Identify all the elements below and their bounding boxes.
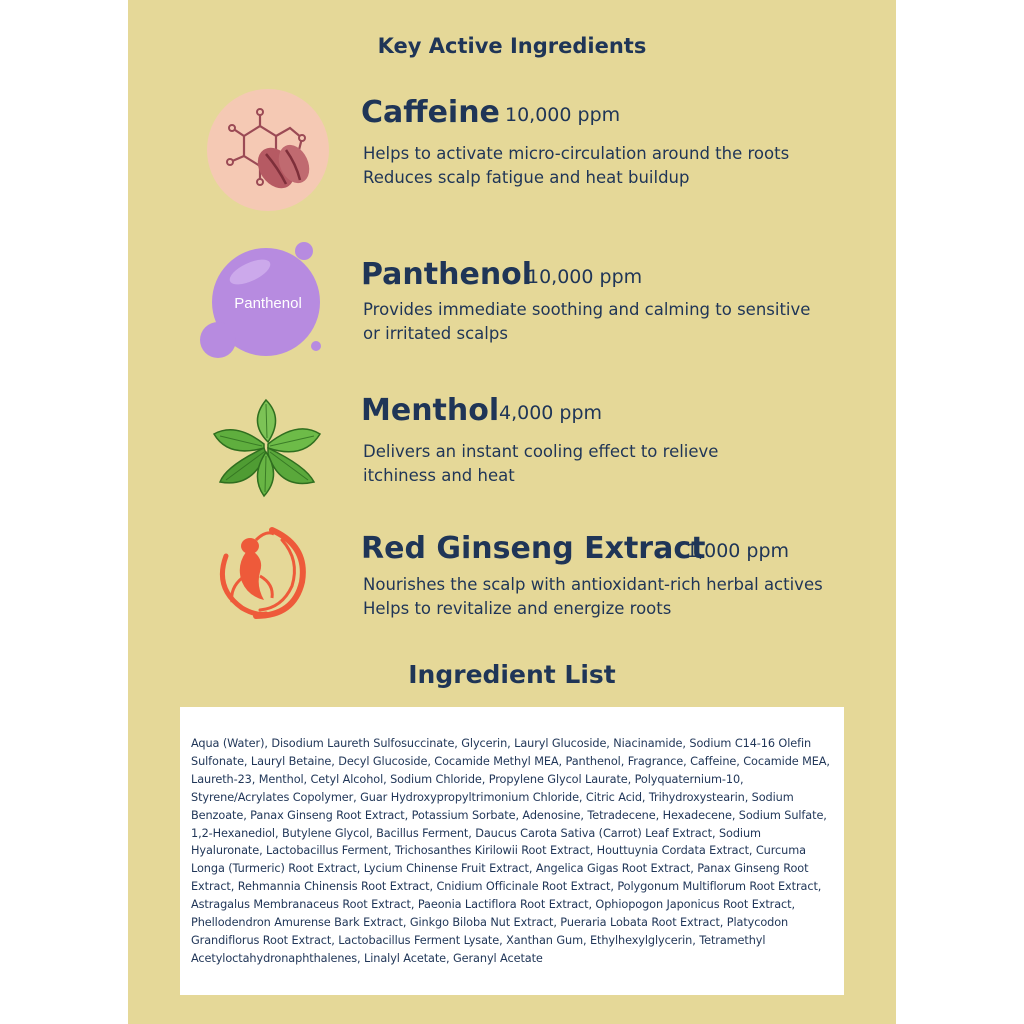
ingredient-ppm-panthenol: 10,000 ppm (527, 266, 643, 288)
caffeine-molecule-coffee-bean-icon (206, 88, 330, 212)
description-line: Provides immediate soothing and calming to sensitive (363, 300, 811, 319)
ingredient-name-red-ginseng-extract: Red Ginseng Extract (361, 531, 706, 566)
description-line: Helps to revitalize and energize roots (363, 599, 672, 618)
ingredient-name-menthol: Menthol (361, 393, 500, 428)
mint-leaf-icon (206, 392, 326, 498)
ingredient-description-menthol (363, 440, 883, 488)
key-active-ingredients-heading: Key Active Ingredients (377, 34, 647, 58)
description-line: Helps to activate micro-circulation around the roots (363, 144, 790, 163)
ingredient-description-caffeine (363, 142, 883, 190)
description-line: Delivers an instant cooling effect to relieve (363, 442, 719, 461)
ingredient-list-heading: Ingredient List (408, 660, 616, 689)
ingredient-list-box (180, 707, 844, 995)
panthenol-bubble-icon (196, 240, 326, 364)
ingredient-name-panthenol: Panthenol (361, 257, 533, 292)
description-line: Nourishes the scalp with antioxidant-rich herbal actives (363, 575, 823, 594)
description-line: itchiness and heat (363, 466, 515, 485)
ingredients-panel (128, 0, 896, 1024)
description-line: Reduces scalp fatigue and heat buildup (363, 168, 690, 187)
ingredient-description-panthenol (363, 298, 883, 346)
ingredient-ppm-menthol: 4,000 ppm (499, 402, 603, 424)
panthenol-icon-label: Panthenol (234, 295, 302, 312)
red-ginseng-root-icon (216, 526, 308, 620)
ingredient-description-red-ginseng-extract (363, 573, 883, 621)
description-line: or irritated scalps (363, 324, 508, 343)
ingredient-ppm-caffeine: 10,000 ppm (505, 104, 621, 126)
ingredient-list-text: Aqua (Water), Disodium Laureth Sulfosuccinate, Glycerin, Lauryl Glucoside, Niacinamide, Sodium C14-16 Olefin Sulfonate, Lauryl Betaine, Decyl Glucoside, Cocamide Methyl MEA, Panthenol, Fragrance, Caffeine, Cocamide MEA, Laureth-23, Menthol, Cetyl Alcohol, Sodium Chloride, Propylene Glycol Laurate, Polyquaternium-10, Styrene/Acrylates Copolymer, Guar Hydroxypropyltrimonium Chloride, Citric Acid, Trihydroxystearin, Sodium Benzoate, Panax Ginseng Root Extract, Potassium Sorbate, Adenosine, Tetradecene, Hexadecene, Sodium Sulfate, 1,2-Hexanediol, Butylene Glycol, Bacillus Ferment, Daucus Carota Sativa (Carrot) Leaf Extract, Sodium Hyaluronate, Lactobacillus Ferment, Trichosanthes Kirilowii Root Extract, Houttuynia Cordata Extract, Curcuma Longa (Turmeric) Root Extract, Lycium Chinense Fruit Extract, Angelica Gigas Root Extract, Panax Ginseng Root Extract, Rehmannia Chinensis Root Extract, Cnidium Officinale Root Extract, Polygonum Multiflorum Root Extract, Astragalus Membranaceus Root Extract, Paeonia Lactiflora Root Extract, Ophiopogon Japonicus Root Extract, Phellodendron Amurense Bark Extract, Ginkgo Biloba Nut Extract, Pueraria Lobata Root Extract, Platycodon Grandiflorus Root Extract, Lactobacillus Ferment Lysate, Xanthan Gum, Ethylhexylglycerin, Tetramethyl Acetyloctahydronaphthalenes, Linalyl Acetate, Geranyl Acetate (191, 737, 830, 965)
ingredient-name-caffeine: Caffeine (361, 95, 500, 130)
ingredient-ppm-red-ginseng-extract: 1,000 ppm (686, 540, 790, 562)
